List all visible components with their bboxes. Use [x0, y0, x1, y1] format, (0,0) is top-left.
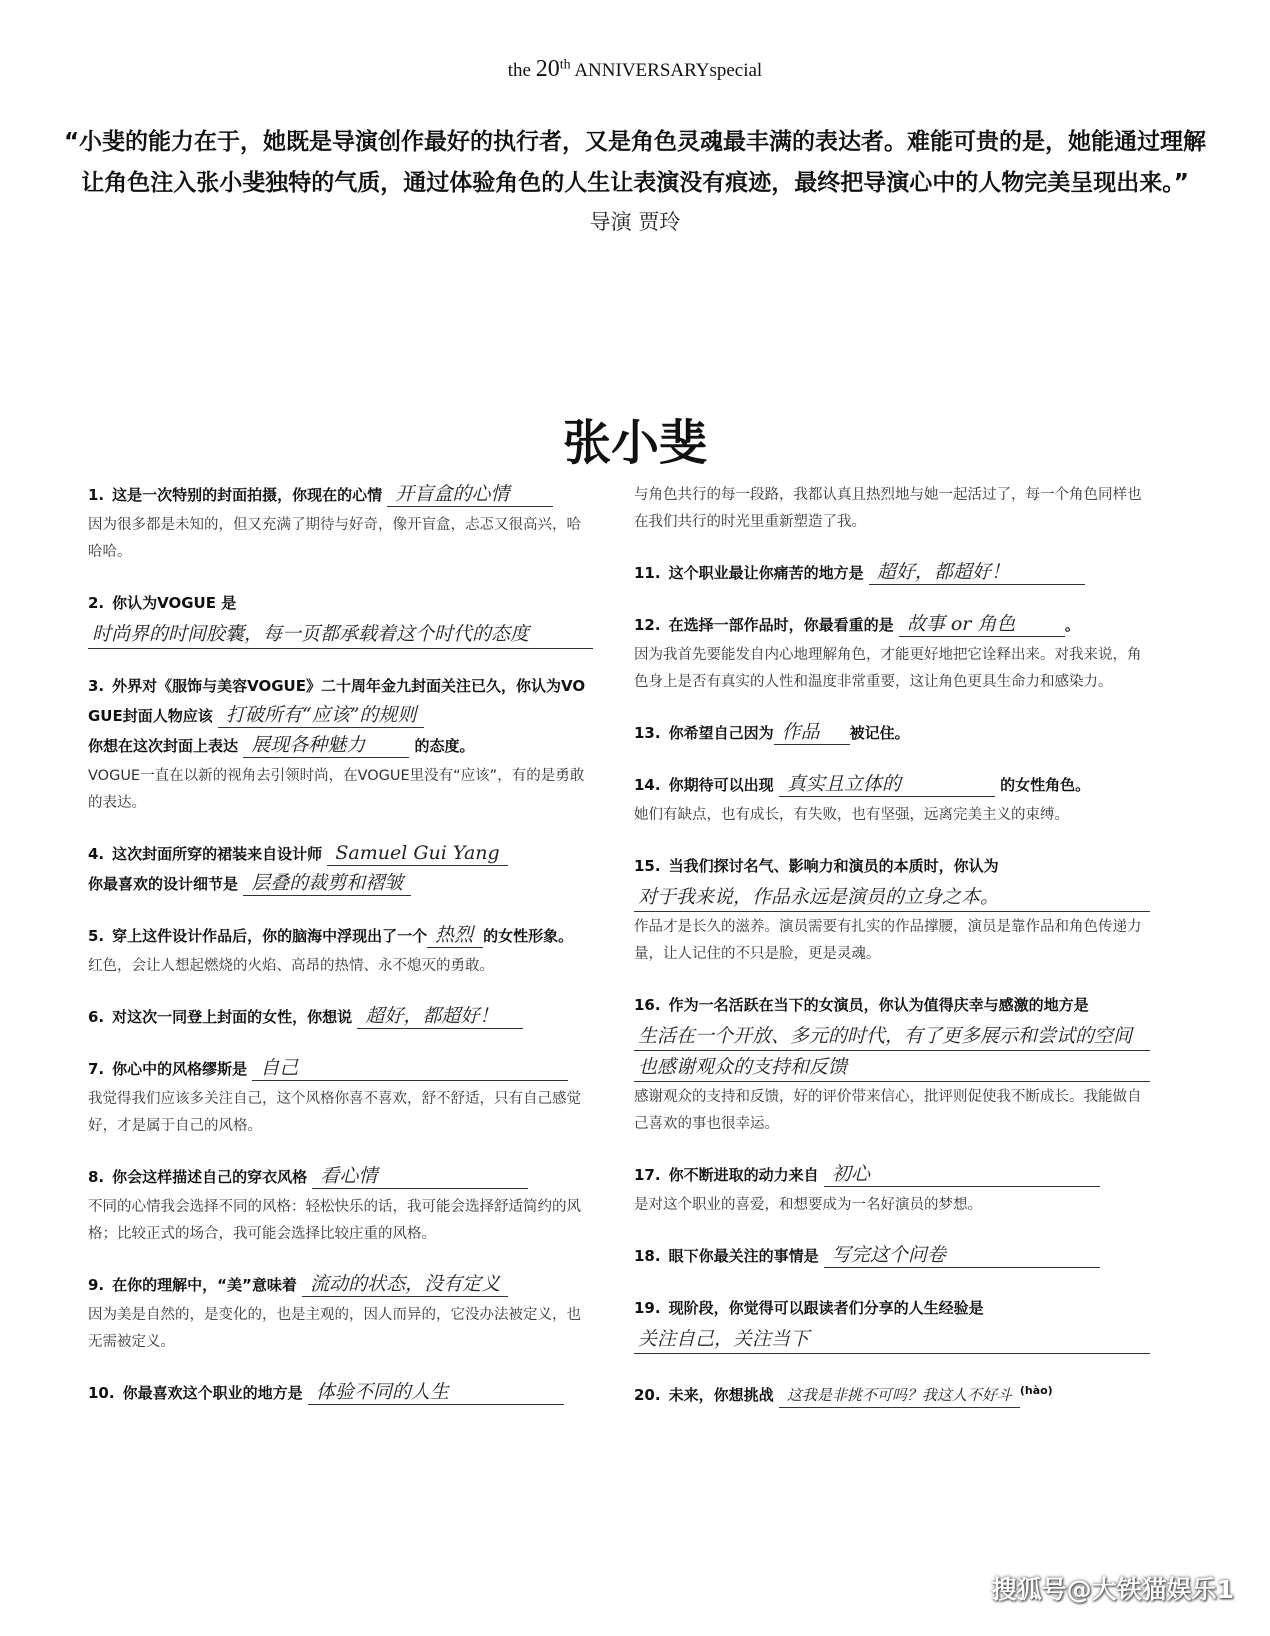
left-column — [88, 480, 593, 1430]
question-10-continued: 与角色共行的每一段路，我都认真且热烈地与她一起活过了，每一个角色同样也在我们共行的时光里重新塑造了我。 — [634, 487, 1142, 530]
director-quote: “小斐的能力在于，她既是导演创作最好的执行者，又是角色灵魂最丰满的表达者。难能可贵的是，她能通过理解让角色注入张小斐独特的气质，通过体验角色的人生让表演没有痕迹，最终把导演心中的人物完美呈现出来。” — [63, 129, 1207, 196]
question-9: 9. 在你的理解中，“美”意味着 流动的状态，没有定义 因为美是自然的，是变化的，也是主观的，因人而异的，它没办法被定义，也无需被定义。 — [88, 1273, 581, 1350]
question-20: 20. 未来，你想挑战 这我是非挑不可吗？我这人不好斗 $^{(hào)}$ — [634, 1376, 1150, 1410]
handwritten-answer: 对于我来说，作品永远是演员的立身之本。 — [634, 883, 1150, 912]
question-5: 5. 穿上这件设计作品后，你的脑海中浮现出了一个 热烈 的女性形象。 红色，会让人想起燃烧的火焰、高昂的热情、永不熄灭的勇敢。 — [88, 924, 574, 974]
question-3: 3. 外界对《服饰与美容VOGUE》二十周年金九封面关注已久，你认为VOGUE封面人物应该 打破所有“应该”的规则 你想在这次封面上表达 展现各种魅力 的态度。 VOGUE一直在以新的视角去引领时尚，在VOGUE里没有“应该”，有的是勇敢的表达。 — [88, 677, 586, 811]
question-14: 14. 你期待可以出现 真实且立体的 的女性角色。 她们有缺点，也有成长，有失败，也有坚强，远离完美主义的束缚。 — [634, 773, 1091, 823]
question-15: 15. 当我们探讨名气、影响力和演员的本质时，你认为 对于我来说，作品永远是演员的立身之本。 作品才是长久的滋养。演员需要有扎实的作品撑腰，演员是靠作品和角色传递力量，让人记住的不只是脸，更是灵魂。 — [634, 851, 1150, 968]
question-1: 1. 这是一次特别的封面拍摄，你现在的心情 开盲盒的心情 因为很多都是未知的，但又充满了期待与好奇，像开盲盒，忐忑又很高兴，哈哈哈。 — [88, 483, 581, 560]
anniversary-header: the 20th ANNIVERSARYspecial — [507, 56, 763, 82]
interviewee-name: 张小斐 — [562, 415, 707, 471]
question-4: 4. 这次封面所穿的裙装来自设计师 Samuel Gui Yang 你最喜欢的设计细节是 层叠的裁剪和褶皱 — [88, 839, 593, 899]
right-column — [634, 480, 1150, 1432]
question-8: 8. 你会这样描述自己的穿衣风格 看心情 不同的心情我会选择不同的风格：轻松快乐的话，我可能会选择舒适简约的风格；比较正式的场合，我可能会选择比较庄重的风格。 — [88, 1165, 581, 1242]
header-20: 20 — [535, 56, 560, 82]
question-19: 19. 现阶段，你觉得可以跟读者们分享的人生经验是 关注自己，关注当下 — [634, 1293, 1150, 1354]
handwritten-answer: 时尚界的时间胶囊，每一页都承载着这个时代的态度 — [88, 620, 593, 649]
question-10: 10. 你最喜欢这个职业的地方是 体验不同的人生 — [88, 1378, 593, 1408]
question-13: 13. 你希望自己因为 作品 被记住。 — [634, 721, 910, 743]
question-7: 7. 你心中的风格缪斯是 自己 我觉得我们应该多关注自己，这个风格你喜不喜欢，舒不舒适，只有自己感觉好，才是属于自己的风格。 — [88, 1057, 581, 1134]
question-2: 2. 你认为VOGUE 是 时尚界的时间胶囊，每一页都承载着这个时代的态度 — [88, 588, 593, 649]
question-17: 17. 你不断进取的动力来自 初心 是对这个职业的喜爱，和想要成为一名好演员的梦想。 — [634, 1160, 1150, 1219]
handwritten-answer: 开盲盒的心情 — [387, 482, 553, 507]
question-6: 6. 对这次一同登上封面的女性，你想说 超好，都超好！ — [88, 1002, 593, 1032]
question-11: 11. 这个职业最让你痛苦的地方是 超好，都超好！ — [634, 558, 1150, 588]
source-watermark: 搜狐号@大铁猫娱乐1 — [991, 1575, 1234, 1604]
question-18: 18. 眼下你最关注的事情是 写完这个问卷 — [634, 1241, 1150, 1271]
quote-author: 导演 贾玲 — [589, 210, 681, 234]
pinyin-annotation: (hào) — [1019, 1384, 1053, 1397]
question-16: 16. 作为一名活跃在当下的女演员，你认为值得庆幸与感激的地方是 生活在一个开放、多元的时代，有了更多展示和尝试的空间 也感谢观众的支持和反馈 感谢观众的支持和反馈，好的评价带来信心，批评则促使我不断成长。我能做自己喜欢的事也很幸运。 — [634, 990, 1150, 1138]
question-12: 12. 在选择一部作品时，你最看重的是 故事 or 角色 。 因为我首先要能发自内心地理解角色，才能更好地把它诠释出来。对我来说，角色身上是否有真实的人性和温度非常重要，这让角色更具生命力和感染力。 — [634, 613, 1142, 690]
